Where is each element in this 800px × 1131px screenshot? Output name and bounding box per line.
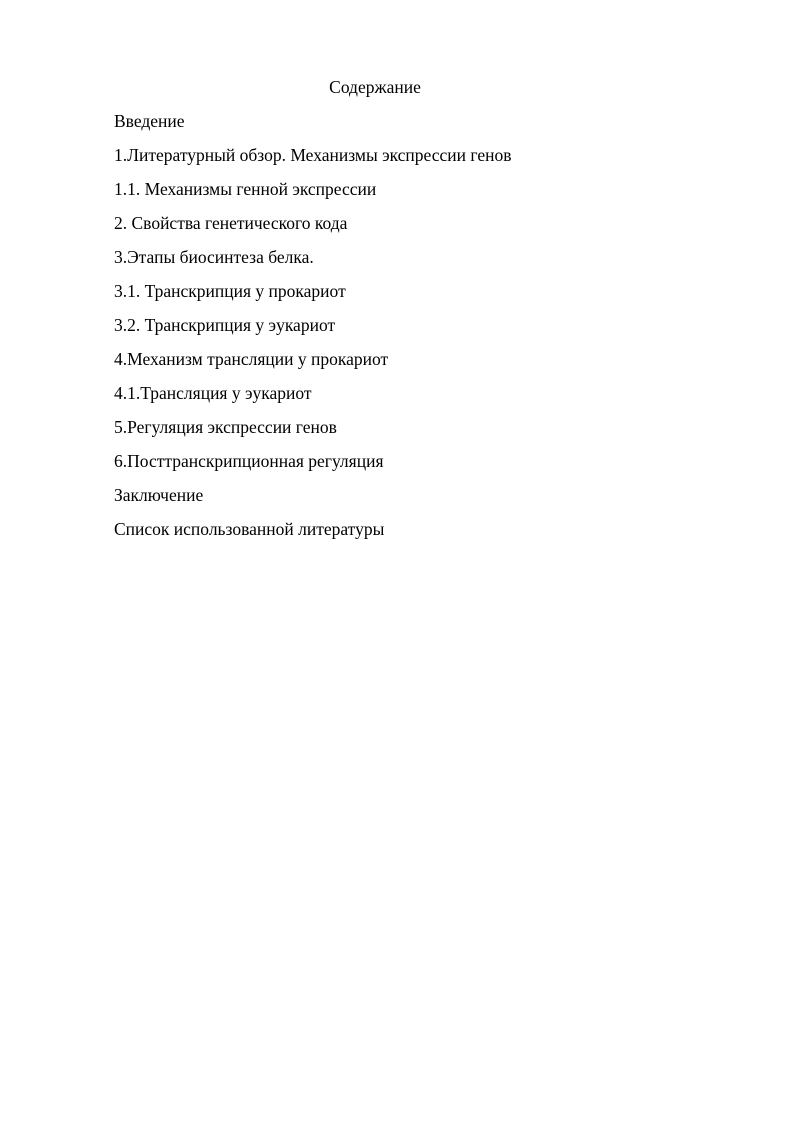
toc-item-gene-expression-regulation: 5.Регуляция экспрессии генов [114, 417, 337, 437]
toc-item-prokaryote-transcription: 3.1. Транскрипция у прокариот [114, 281, 346, 301]
toc-item-eukaryote-translation: 4.1.Трансляция у эукариот [114, 383, 312, 403]
table-of-contents [114, 110, 511, 552]
toc-item-posttranscriptional-regulation: 6.Посттранскрипционная регуляция [114, 451, 384, 471]
toc-item-eukaryote-transcription: 3.2. Транскрипция у эукариот [114, 315, 336, 335]
toc-item-protein-biosynthesis-stages: 3.Этапы биосинтеза белка. [114, 247, 314, 267]
toc-item-introduction: Введение [114, 111, 185, 131]
toc-item-genetic-code-properties: 2. Свойства генетического кода [114, 213, 348, 233]
toc-item-prokaryote-translation: 4.Механизм трансляции у прокариот [114, 349, 389, 369]
toc-item-conclusion: Заключение [114, 485, 204, 505]
toc-item-gene-expression-mechanisms: 1.1. Механизмы генной экспрессии [114, 179, 377, 199]
toc-item-references: Список использованной литературы [114, 519, 385, 539]
page-title: Содержание [329, 77, 421, 97]
toc-item-literature-review: 1.Литературный обзор. Механизмы экспрессии генов [114, 145, 512, 165]
